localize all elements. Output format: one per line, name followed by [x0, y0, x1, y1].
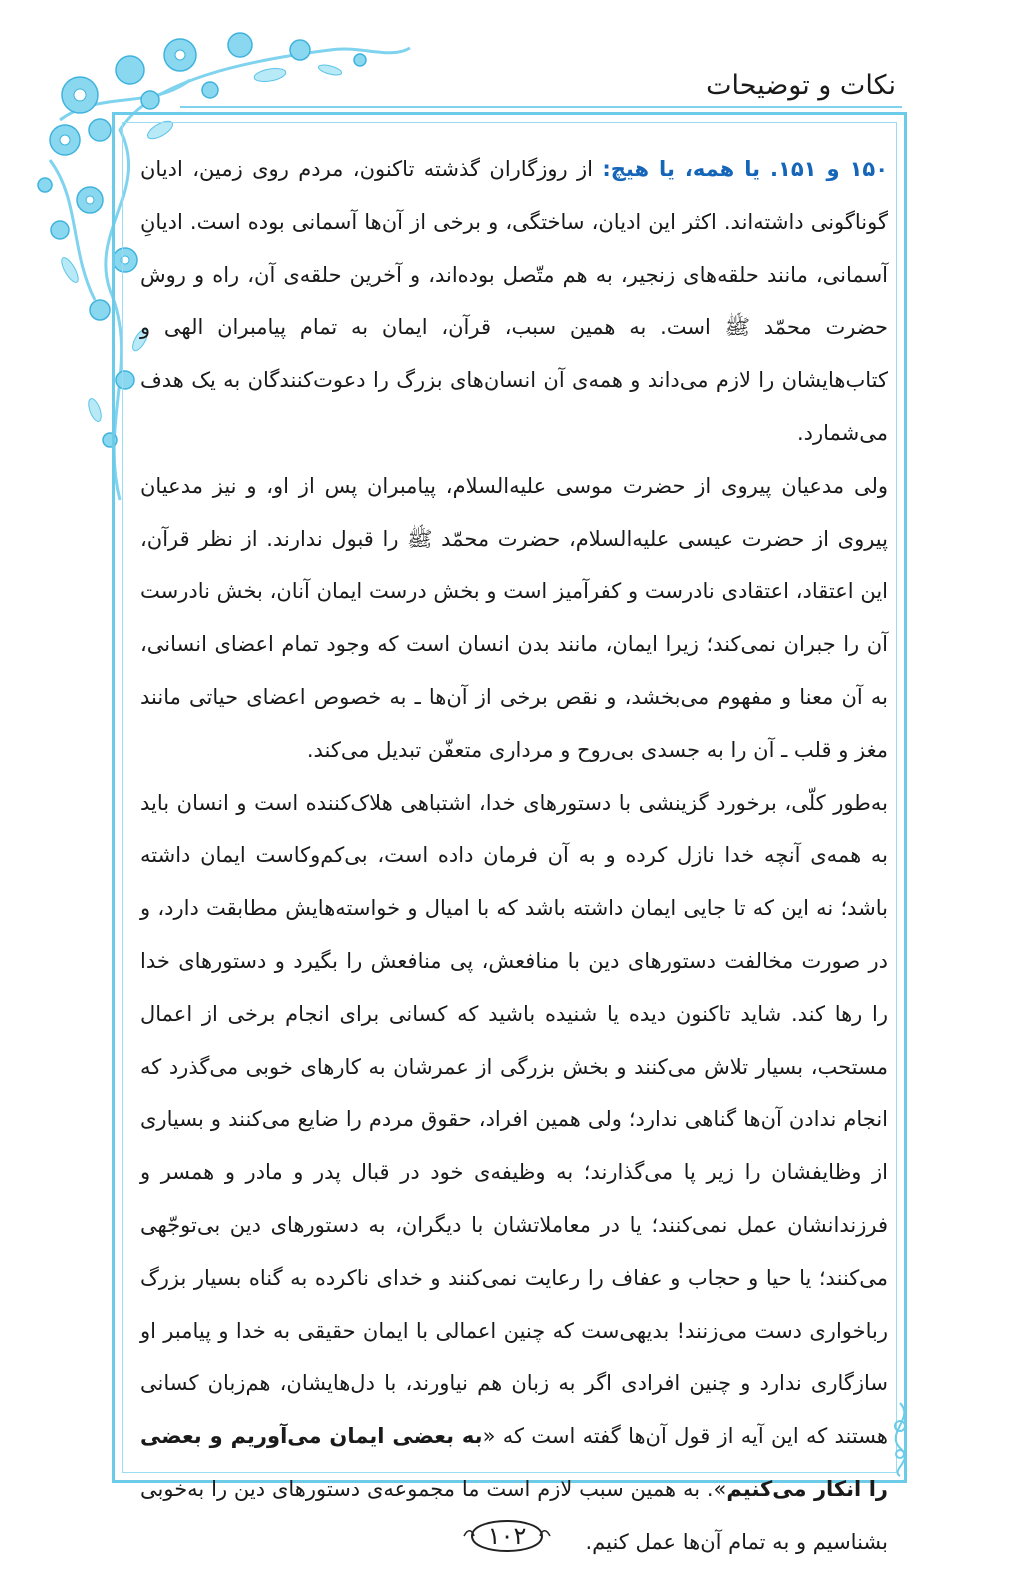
verse-quote: به بعضی ایمان می‌آوریم و بعضی را انکار می‌کنیم [140, 1424, 888, 1501]
paragraph-text: از روزگاران گذشته تاکنون، مردم روی زمین، ادیان گوناگونی داشته‌اند. اکثر این ادیان، ساختگی، و برخی از آن‌ها آسمانی بوده است. ادیانِ آسمانی، مانند حلقه‌های زنجیر، به هم متّصل بوده‌اند، و آخرین حلقه‌ی آن، راه و روش حضرت محمّد ﷺ است. به همین سبب، قرآن، ایمان به تمام پیامبران الهی و کتاب‌هایشان را لازم می‌داند و همه‌ی آن انسان‌های بزرگ را دعوت‌کنندگان به یک هدف می‌شمارد. [140, 157, 888, 445]
paragraph-claimants: ولی مدعیان پیروی از حضرت موسی علیه‌السلام، پیامبران پس از او، و نیز مدعیان پیروی از حضرت عیسی علیه‌السلام، حضرت محمّد ﷺ را قبول ندارند. از نظر قرآن، این اعتقاد، اعتقادی نادرست و کفرآمیز است و بخش درست ایمان آنان، بخش نادرست آن را جبران نمی‌کند؛ زیرا ایمان، مانند بدن انسان است که وجود تمام اعضای انسانی، به آن معنا و مفهوم می‌بخشد، و نقص برخی از آن‌ها ـ به خصوص اعضای حیاتی مانند مغز و قلب ـ آن را به جسدی بی‌روح و مرداری متعفّن تبدیل می‌کند. [140, 473, 888, 762]
paragraph-text: به‌طور کلّی، برخورد گزینشی با دستورهای خدا، اشتباهی هلاک‌کننده است و انسان باید به همه‌ی آنچه خدا نازل کرده و به آن فرمان داده است، بی‌کم‌وکاست ایمان داشته باشد؛ نه این که تا جایی ایمان داشته باشد که با امیال و خواسته‌هایش مطابقت دارد، و در صورت مخالفت دستورهای دین با منافعش، پی منافعش را بگیرد و دستورهای خدا را رها کند. شاید تاکنون دیده یا شنیده باشید که کسانی برای انجام برخی از اعمال مستحب، بسیار تلاش می‌کنند و بخش بزرگی از عمرشان به کارهای خوبی می‌گذرد که انجام ندادن آن‌ها گناهی ندارد؛ ولی همین افراد، حقوق مردم را ضایع می‌کنند و بسیاری از وظایفشان را زیر پا می‌گذارند؛ به وظیفه‌ی خود در قبال پدر و مادر و همسر و فرزندانشان عمل نمی‌کنند؛ یا در معاملاتشان با دیگران، به دستورهای دین بی‌توجّهی می‌کنند؛ یا حیا و حجاب و عفاف را رعایت نمی‌کنند و خدای ناکرده به گناه بسیار بزرگ رباخواری دست می‌زنند! بدیهی‌ست که چنین اعمالی با ایمان حقیقی به خدا و پیامبر او سازگاری ندارد و چنین افرادی اگر به زبان هم نیاورند، با دل‌هایشان، هم‌زبان کسانی هستند که این آیه از قول آن‌ها گفته است که « [140, 790, 889, 1449]
page-number-badge [462, 1508, 552, 1564]
paragraph-ending: ». به همین سبب لازم است ما مجموعه‌ی دستورهای دین را به‌خوبی بشناسیم و به تمام آن‌ها عمل کنیم. [140, 1476, 888, 1554]
verse-reference-heading: ۱۵۰ و ۱۵۱. یا همه، یا هیچ: [602, 157, 889, 181]
paragraph-150-151 [140, 143, 888, 460]
header-divider [180, 106, 902, 108]
paragraph-selective-faith [140, 777, 888, 1569]
section-title: نکات و توضیحات [706, 70, 896, 101]
body-text [140, 143, 888, 1569]
page-number: ۱۰۲ [487, 1522, 527, 1550]
